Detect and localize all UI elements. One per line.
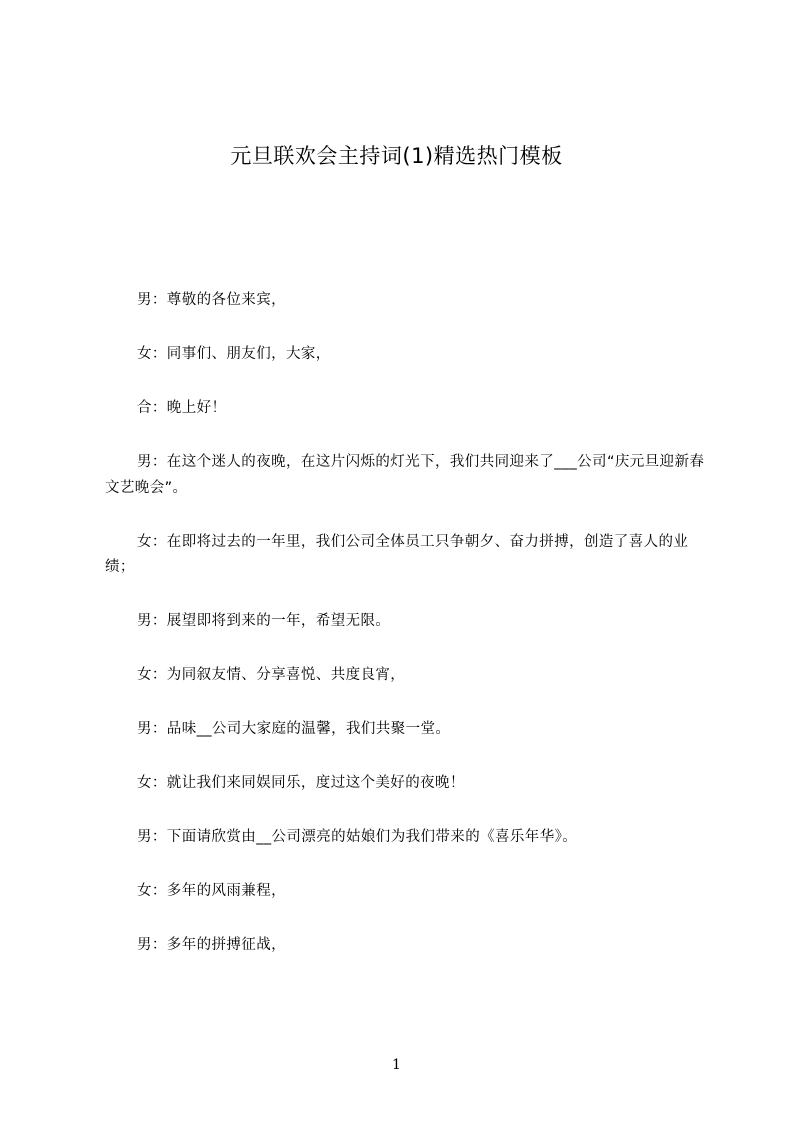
paragraph: 男：在这个迷人的夜晚，在这片闪烁的灯光下，我们共同迎来了___公司“庆元旦迎新春文艺晚会”。 <box>105 454 705 496</box>
paragraph: 男：尊敬的各位来宾， <box>137 292 286 308</box>
paragraph: 合：晚上好！ <box>137 400 227 416</box>
page-number: 1 <box>392 1057 401 1073</box>
paragraph: 男：下面请欣赏由__公司漂亮的姑娘们为我们带来的《喜乐年华》。 <box>137 829 578 845</box>
paragraph: 男：展望即将到来的一年，希望无限。 <box>137 613 391 629</box>
paragraph: 女：多年的风雨兼程， <box>137 883 286 899</box>
paragraph: 男：多年的拼搏征战， <box>137 937 286 953</box>
paragraph: 男：品味__公司大家庭的温馨，我们共聚一堂。 <box>137 721 451 737</box>
document-body <box>105 288 705 959</box>
paragraph: 女：在即将过去的一年里，我们公司全体员工只争朝夕、奋力拼搏，创造了喜人的业绩； <box>105 533 689 575</box>
page-title: 元旦联欢会主持词(1)精选热门模板 <box>230 144 563 168</box>
paragraph: 女：同事们、朋友们，大家， <box>137 346 331 362</box>
paragraph: 女：就让我们来同娱同乐，度过这个美好的夜晚！ <box>137 775 465 791</box>
paragraph: 女：为同叙友情、分享喜悦、共度良宵， <box>137 667 406 683</box>
